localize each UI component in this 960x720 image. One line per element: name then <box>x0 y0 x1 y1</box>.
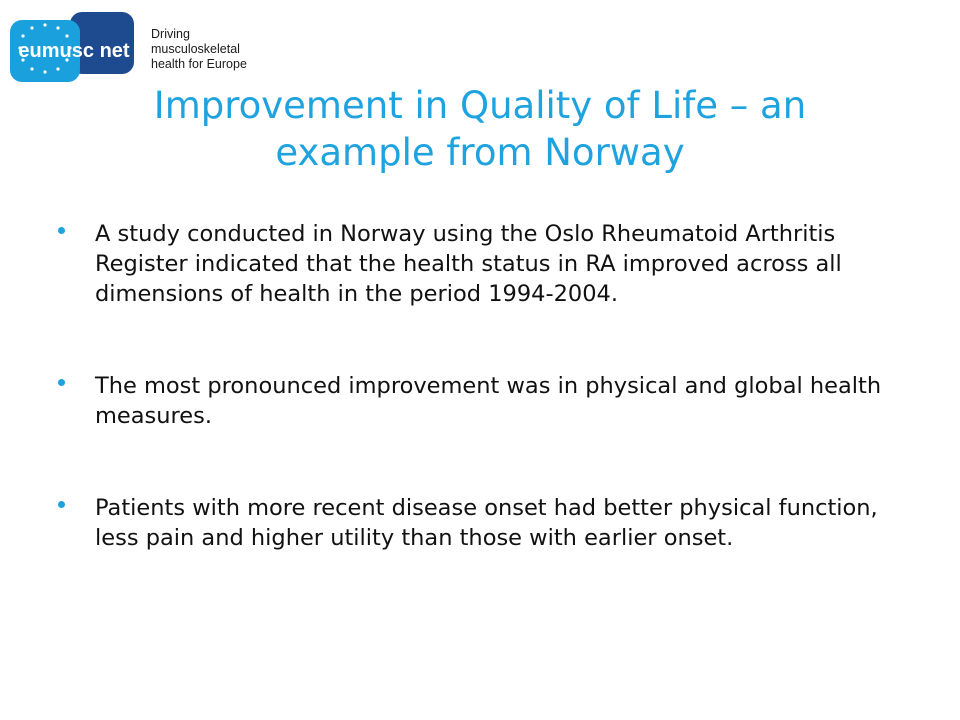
bullet-item <box>58 371 918 431</box>
title-line-1: Improvement in Quality of Life – an <box>153 84 807 127</box>
eumusc-net-logo <box>8 10 268 88</box>
title-line-2: example from Norway <box>275 131 685 174</box>
bullet-text: Patients with more recent disease onset had better physical function, less pain and higher utility than those with earlier onset. <box>95 495 878 551</box>
logo-brand-text: eumusc net <box>18 40 130 62</box>
tagline-line-2: health for Europe <box>151 57 247 71</box>
logo-mark <box>8 10 148 88</box>
tagline-line-1: Driving musculoskeletal <box>151 27 240 56</box>
bullet-list <box>58 219 918 553</box>
bullet-text: The most pronounced improvement was in physical and global health measures. <box>95 373 882 429</box>
bullet-dot-icon <box>58 227 65 234</box>
bullet-item <box>58 493 918 553</box>
logo-tagline <box>151 27 268 72</box>
bullet-dot-icon <box>58 501 65 508</box>
bullet-dot-icon <box>58 379 65 386</box>
bullet-item <box>58 219 918 309</box>
slide-title <box>0 82 960 176</box>
bullet-text: A study conducted in Norway using the Oslo Rheumatoid Arthritis Register indicated that the health status in RA improved across all dimensions of health in the period 1994-2004. <box>95 221 842 307</box>
